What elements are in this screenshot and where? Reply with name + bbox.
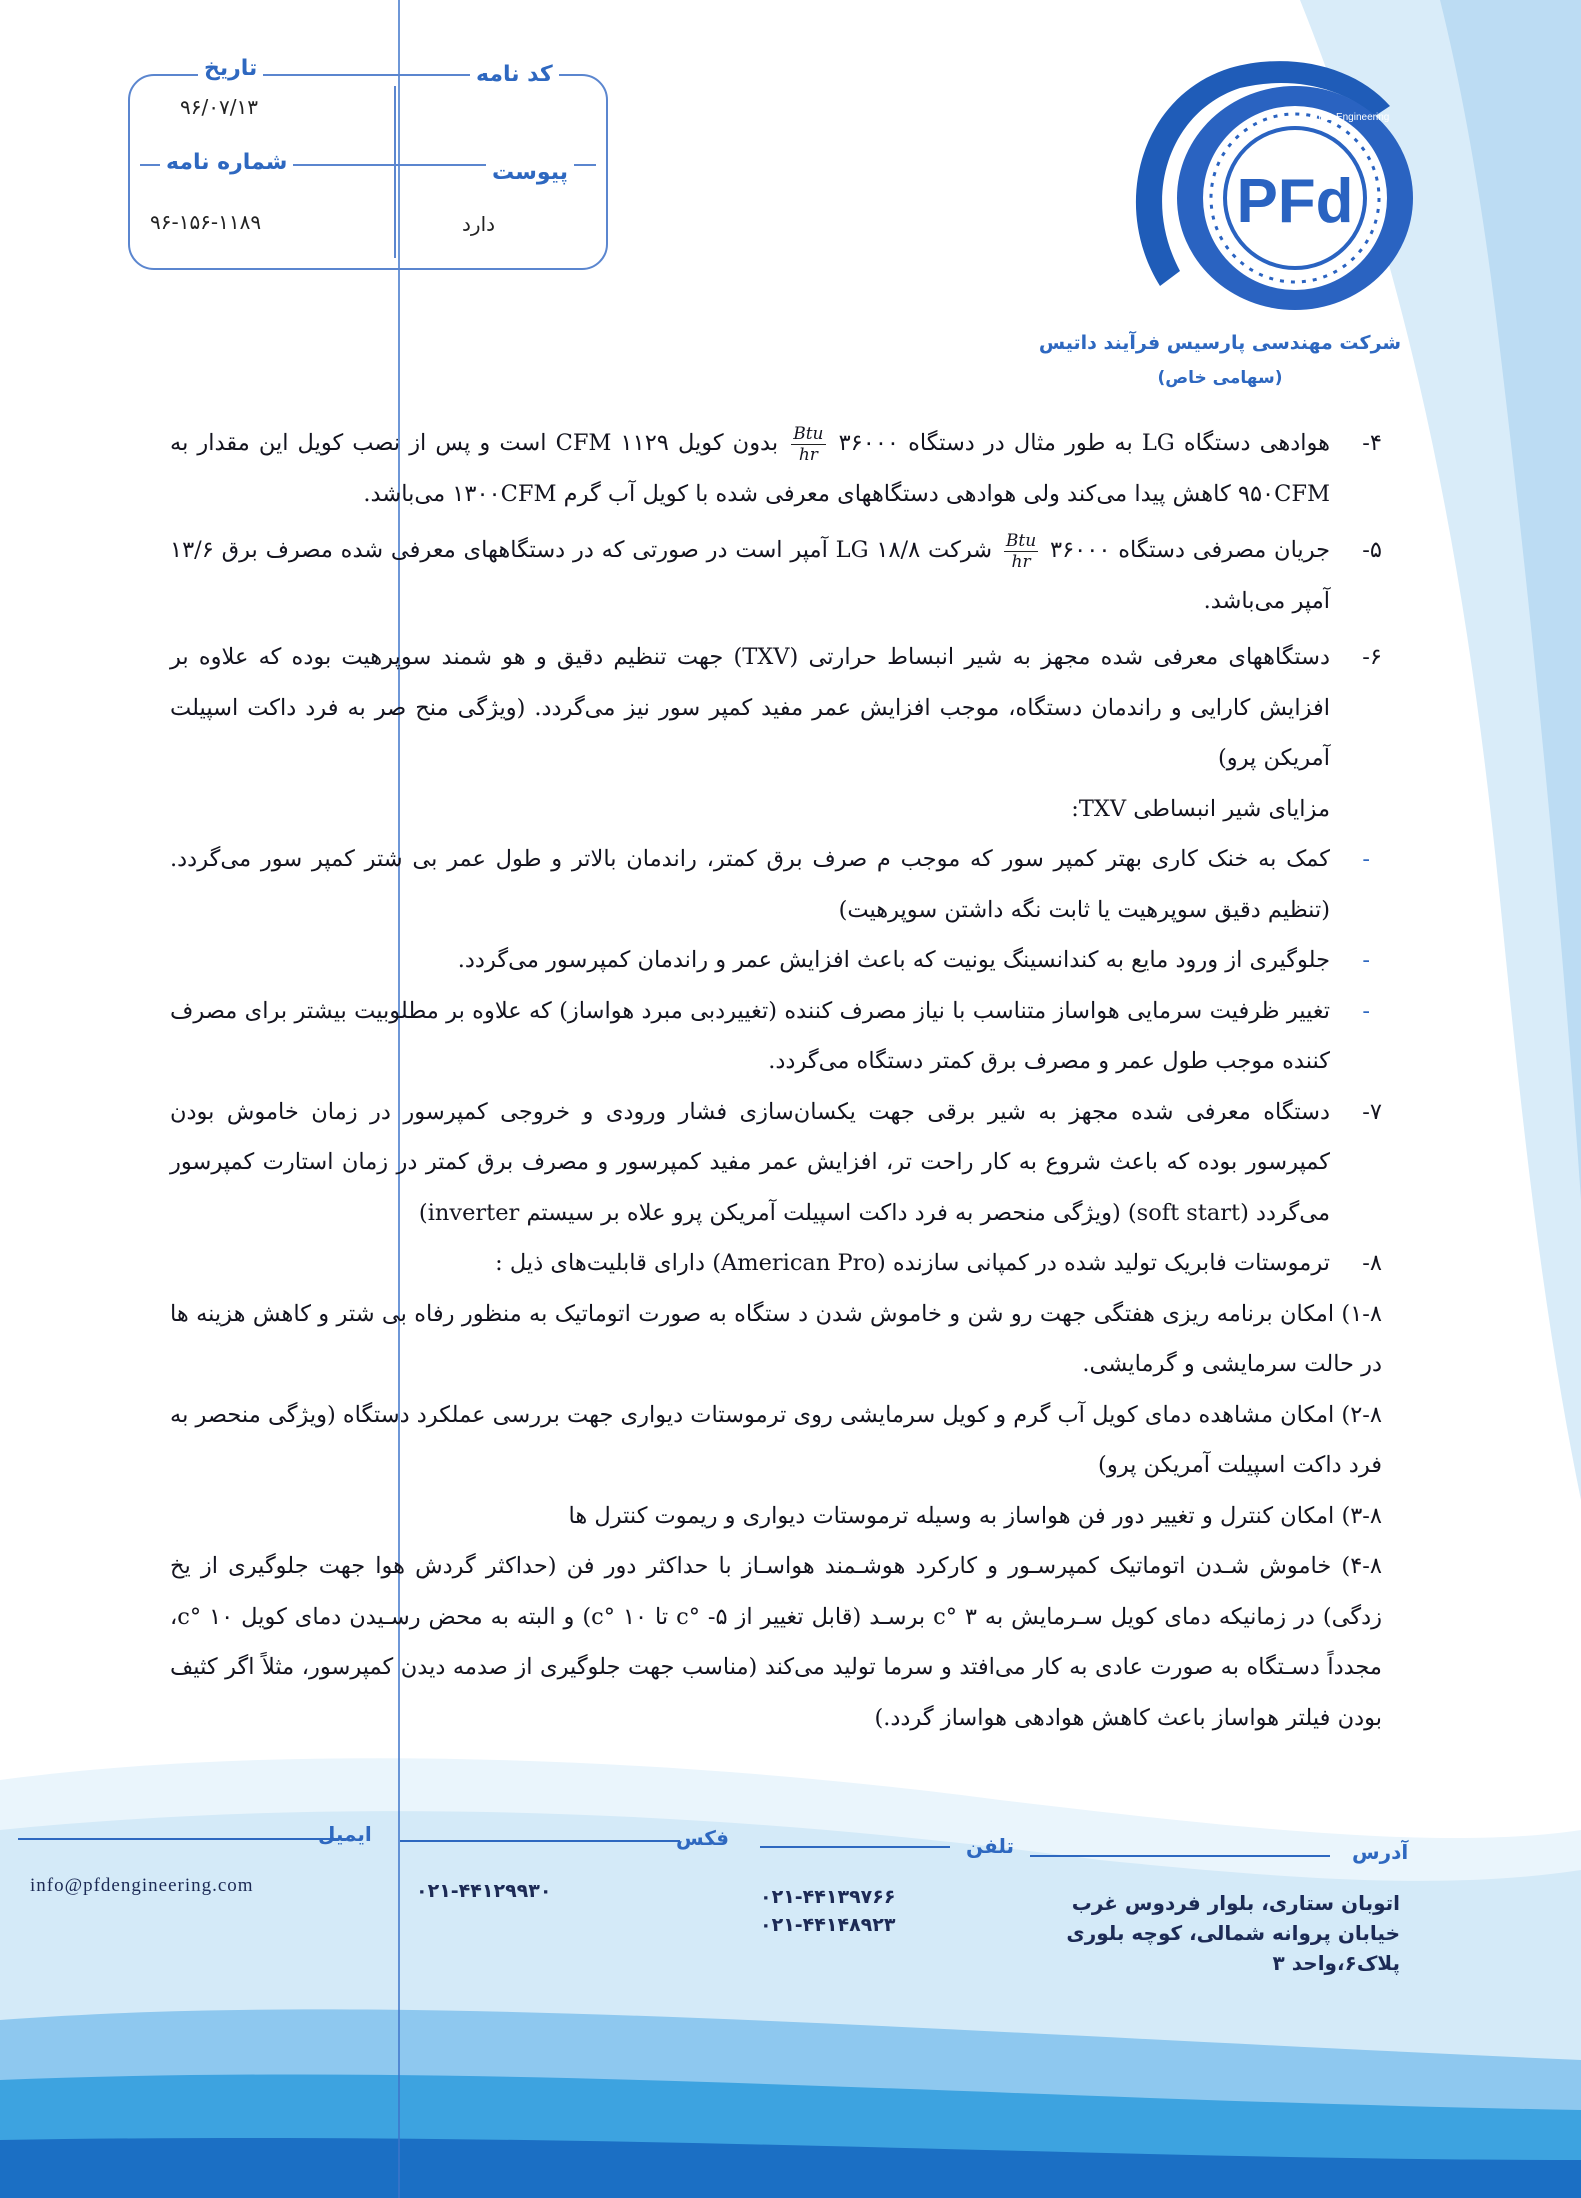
item-text: بدون کویل CFM ۱۱۲۹ است و پس از نصب کویل این مقدار به ۹۵۰CFM کاهش پیدا می‌کند ولی هوادهی دستگاههای معرفی شده با کویل آب گرم ۱۳۰۰CFM می‌باشد.	[170, 430, 1330, 507]
sub-item-8-3: ۳-۸) امکان کنترل و تغییر دور فن هواساز به وسیله ترموستات دیواری و ریموت کنترل ها	[568, 1502, 1382, 1529]
divider	[394, 86, 396, 258]
footer-rule	[760, 1846, 950, 1848]
item-4	[170, 418, 1382, 519]
attachment-value: دارد	[462, 212, 496, 236]
code-label: کد نامه	[470, 62, 559, 87]
address-line: پلاک۶،واحد ۳	[1272, 1951, 1400, 1975]
sub-item-8-4: ۴-۸) خاموش شـدن اتوماتیک کمپرسـور و کارکرد هوشـمند هواسـاز با حداکثر دور فن (حداکثر گردش هوا جهت جلوگیری از یخ زدگی) در زمانیکه دمای کویل سـرمایش به ۳ °c برسـد (قابل تغییر از ۵- °c تا ۱۰ °c) و البته به محض رسـیدن دمای کویل ۱۰ °c، مجدداً دسـتگاه به صورت عادی به کار می‌افتد و سرما تولید می‌کند (مناسب جهت جلوگیری از صدمه دیدن کمپرسور، مثلاً اگر کثیف بودن فیلتر هواساز باعث کاهش هوادهی هواساز گردد.)	[170, 1553, 1383, 1731]
item-text: هوادهی دستگاه LG به طور مثال در دستگاه ۳۶۰۰۰	[838, 430, 1331, 456]
address-line: اتوبان ستاری، بلوار فردوس غرب	[1071, 1891, 1400, 1915]
item-number: ۶-	[1362, 644, 1382, 670]
item-number: ۴-	[1362, 430, 1382, 456]
date-value: ۹۶/۰۷/۱۳	[180, 95, 258, 119]
footer-rule	[18, 1838, 348, 1840]
footer-rule	[400, 1840, 680, 1842]
item-text: دستگاههای معرفی شده مجهز به شیر انبساط حرارتی (TXV) جهت تنظیم دقیق و هو شمند سوپرهیت بوده که علاوه بر افزایش کارایی و راندمان دستگاه، موجب افزایش عمر مفید کمپر سور نیز می‌گردد. (ویژگی منح صر به فرد داکت اسپیلت آمریکن پرو)	[170, 644, 1330, 771]
email-link[interactable]: info@pfdengineering.com	[30, 1875, 254, 1896]
txv-advantages-title: مزایای شیر انبساطی TXV:	[1071, 795, 1330, 822]
letter-number-value: ۹۶-۱۵۶-۱۱۸۹	[150, 210, 262, 234]
logo-mark: PFd	[1236, 167, 1354, 236]
letter-number-label: شماره نامه	[160, 150, 293, 175]
company-name: شرکت مهندسی پارسیس فرآیند داتیس	[1038, 332, 1402, 354]
item-text: شرکت LG ۱۸/۸ آمپر است در صورتی که در دستگاههای معرفی شده مصرف برق ۱۳/۶ آمپر می‌باشد.	[170, 537, 1330, 614]
email-label: ایمیل	[318, 1822, 372, 1846]
phone-label: تلفن	[966, 1834, 1015, 1858]
sub-item-8-1: ۱-۸) امکان برنامه ریزی هفتگی جهت رو شن و خاموش شدن د ستگاه به صورت اتوماتیک به منظور رفاه بی شتر و کاهش هزینه ها در حالت سرمایشی و گرمایشی.	[170, 1300, 1382, 1377]
item-text: جریان مصرفی دستگاه ۳۶۰۰۰	[1050, 537, 1331, 563]
address-line: خیابان پروانه شمالی، کوچه بلوری	[1066, 1921, 1400, 1945]
item-7	[170, 1087, 1382, 1239]
logo-ring-text: P.F.D Engineering	[1310, 112, 1390, 123]
footer-rule	[1030, 1855, 1330, 1857]
address-label: آدرس	[1352, 1840, 1409, 1864]
letter-body	[170, 418, 1382, 1743]
fax-label: فکس	[676, 1826, 729, 1850]
item-6	[170, 632, 1382, 784]
address-block	[1000, 1888, 1400, 1978]
attachment-label: پیوست	[486, 160, 574, 185]
fax-number: ۰۲۱-۴۴۱۲۹۹۳۰	[416, 1880, 552, 1902]
bullet-item: - تغییر ظرفیت سرمایی هواساز متناسب با نیاز مصرف کننده (تغییردبی مبرد هواساز) که علاوه بر مطلوبیت بیشتر برای مصرف کننده موجب طول عمر و مصرف برق کمتر دستگاه می‌گردد.	[170, 997, 1370, 1074]
item-5	[170, 525, 1382, 626]
phone-number-2: ۰۲۱-۴۴۱۴۸۹۲۳	[760, 1914, 896, 1936]
bullet-item: - کمک به خنک کاری بهتر کمپر سور که موجب م صرف برق کمتر، راندمان بالاتر و طول عمر بی شتر کمپر سور می‌گردد. (تنظیم دقیق سوپرهیت یا ثابت نگه داشتن سوپرهیت)	[170, 846, 1370, 923]
btu-per-hr: $\frac{\text{Btu}}{hr}$	[1005, 530, 1037, 572]
date-label: تاریخ	[198, 56, 263, 81]
sub-item-8-2: ۲-۸) امکان مشاهده دمای کویل آب گرم و کویل سرمایشی روی ترموستات دیواری جهت بررسی عملکرد دستگاه (ویژگی منحصر به فرد داکت اسپیلت آمریکن پرو)	[170, 1401, 1382, 1478]
item-number: ۸-	[1362, 1250, 1382, 1276]
phone-number-1: ۰۲۱-۴۴۱۳۹۷۶۶	[760, 1886, 896, 1908]
item-8	[170, 1238, 1382, 1289]
item-text: ترموستات فابریک تولید شده در کمپانی سازنده (American Pro) دارای قابلیت‌های ذیل :	[495, 1250, 1330, 1276]
item-text: دستگاه معرفی شده مجهز به شیر برقی جهت یکسان‌سازی فشار ورودی و خروجی کمپرسور در زمان خاموش بودن کمپرسور بوده که باعث شروع به کار راحت تر، افزایش عمر مفید کمپرسور و مصرف برق کمتر در زمان استارت کمپرسور می‌گردد (soft start) (ویژگی منحصر به فرد داکت اسپیلت آمریکن پرو علاه بر سیستم inverter)	[170, 1098, 1330, 1226]
btu-per-hr: $\frac{\text{Btu}}{hr}$	[793, 423, 824, 465]
item-number: ۵-	[1362, 537, 1382, 563]
company-type: (سهامی خاص)	[1157, 368, 1283, 388]
bullet-item: - جلوگیری از ورود مایع به کندانسینگ یونیت که باعث افزایش عمر و راندمان کمپرسور می‌گردد.	[457, 947, 1370, 973]
company-logo	[1120, 56, 1420, 326]
item-number: ۷-	[1362, 1098, 1382, 1125]
